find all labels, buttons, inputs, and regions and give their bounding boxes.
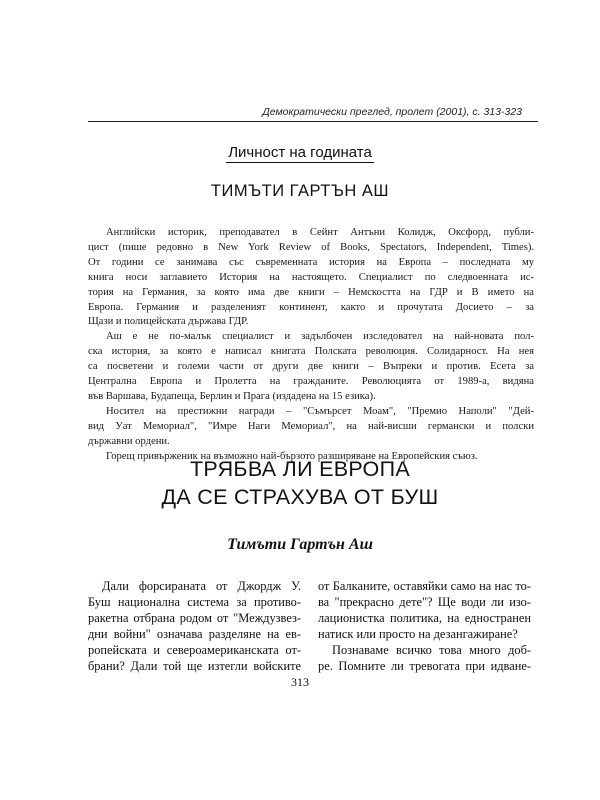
bio-line: Централна Европа и Пролетта на гражданите. Революцията от 1989-а, видяна bbox=[88, 376, 534, 388]
column-line: натиск или просто на дезангажиране? bbox=[318, 626, 518, 641]
bio-line: държавни ордени. bbox=[88, 435, 170, 447]
bio-line: Английски историк, преподавател в Сейнт Антъни Колидж, Оксфорд, публи- bbox=[106, 227, 534, 238]
article-title-line: ТРЯБВА ЛИ ЕВРОПА bbox=[190, 457, 410, 481]
column-line: Буш национална система за противо- bbox=[88, 594, 301, 609]
right-column bbox=[318, 579, 531, 674]
column-line: Дали форсираната от Джордж У. bbox=[102, 579, 301, 593]
column-line: ре. Помните ли тревогата при идване- bbox=[318, 658, 531, 673]
article-author: Тимъти Гартън Аш bbox=[227, 536, 373, 553]
bio-paragraph bbox=[88, 330, 534, 405]
column-line: брани? Дали той ще изтегли войските bbox=[88, 658, 301, 673]
bio-line: Европа. Германия и разделеният континент, както и прочутата Досието – за bbox=[88, 301, 534, 313]
bio-line: във Варшава, Будапеща, Берлин и Прага (издадена на 15 езика). bbox=[88, 390, 376, 402]
bio-line: Горещ привърженик на възможно най-бързото разширяване на Европейския съюз. bbox=[106, 450, 478, 462]
column-line: от Балканите, оставяйки само на нас то- bbox=[318, 579, 531, 593]
column-paragraph bbox=[318, 643, 531, 675]
bio-line: книга носи заглавието История на настоящето. Специалист по следвоенната ис- bbox=[88, 271, 534, 283]
column-line: ракетна отбрана родом от "Междузвез- bbox=[88, 610, 301, 625]
bio-line: Носител на престижни награди – "Съмърсет Моам", "Премио Наполи" "Дей- bbox=[106, 405, 534, 417]
left-column bbox=[88, 579, 301, 674]
bio-line: са посветени и големи части от други две книги – Въпреки и против. Есета за bbox=[88, 361, 534, 373]
page-number: 313 bbox=[291, 675, 309, 689]
bio-paragraph bbox=[88, 226, 534, 330]
running-header: Демократически преглед, пролет (2001), с. 313-323 bbox=[262, 106, 522, 118]
bio-line: Щази и полицейската държава ГДР. bbox=[88, 316, 249, 328]
article-title-line: ДА СЕ СТРАХУВА ОТ БУШ bbox=[161, 485, 439, 509]
column-line: ропейската и североамериканската от- bbox=[88, 642, 301, 657]
section-title bbox=[0, 144, 600, 161]
bio-paragraph bbox=[88, 405, 534, 450]
section-title-text: Личност на годината bbox=[228, 144, 372, 161]
column-paragraph bbox=[318, 579, 531, 643]
column-line: дни войни" означава разделяне на ев- bbox=[88, 626, 301, 641]
bio-line: тория на Германия, за която има две книги – Немскостта на ГДР и В името на bbox=[88, 286, 534, 298]
bio-line: вид Уат Мемориал", "Имре Наги Мемориал", на най-висши германски и полски bbox=[88, 420, 534, 432]
bio-block bbox=[88, 226, 534, 465]
column-line: Познаваме всичко това много доб- bbox=[332, 642, 531, 657]
bio-line: цист (пише редовно в New York Review of Books, Spectators, Independent, Times). bbox=[88, 241, 534, 253]
article-title bbox=[0, 455, 600, 511]
bio-line: ска история, за която е написал книгата Полската революция. Солидарност. На нея bbox=[88, 346, 534, 358]
column-line: ва "прекрасно дете"? Ще води ли изо- bbox=[318, 594, 531, 609]
column-paragraph bbox=[88, 579, 301, 674]
bio-line: От години се занимава със съвременната история на Европа – последната му bbox=[88, 256, 534, 268]
column-line: лационистка политика, на едностранен bbox=[318, 610, 531, 625]
header-rule bbox=[88, 121, 538, 122]
bio-line: Аш е не по-малък специалист и задълбочен изследовател на най-новата пол- bbox=[106, 331, 534, 343]
person-name: ТИМЪТИ ГАРТЪН АШ bbox=[210, 182, 390, 200]
